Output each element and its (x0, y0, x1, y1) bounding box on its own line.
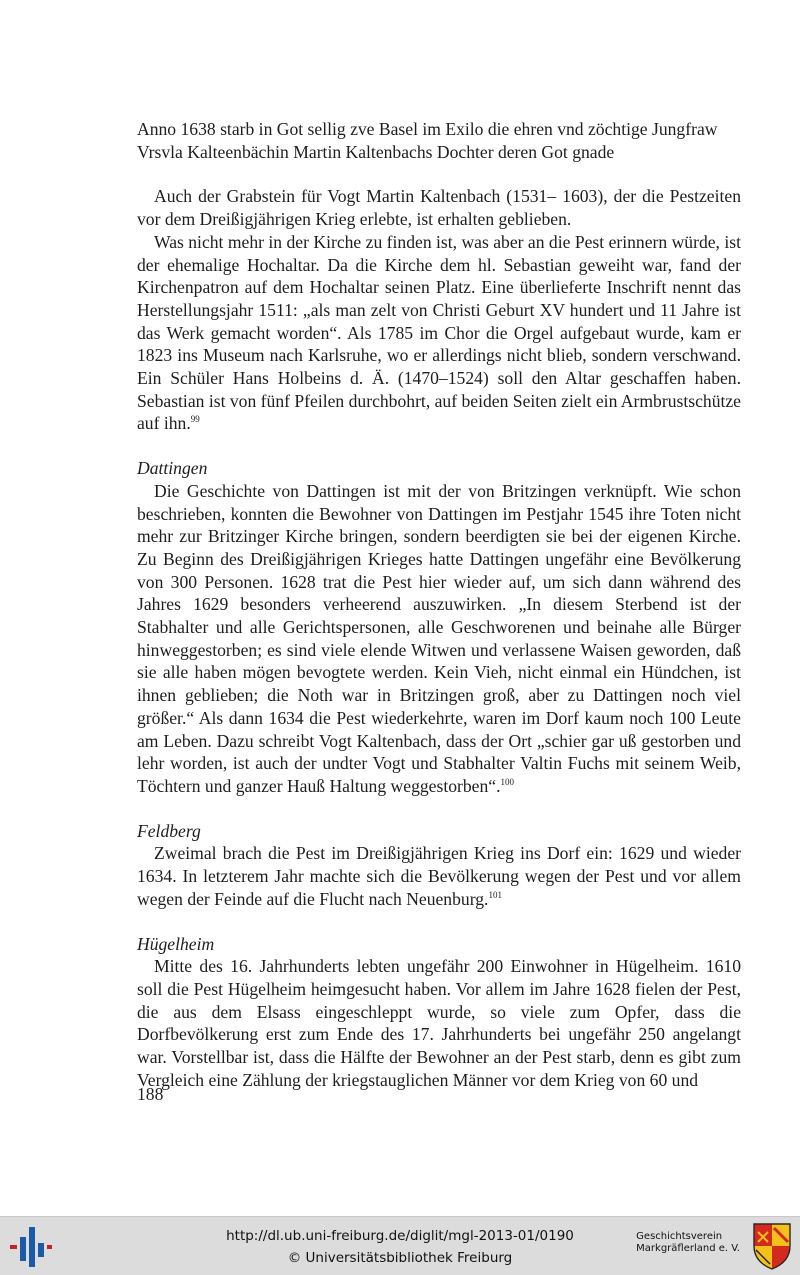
body-text (137, 118, 741, 1091)
society-line-1: Geschichtsverein (636, 1231, 723, 1242)
footnote-ref-100[interactable]: 100 (500, 776, 514, 787)
page-number: 188 (137, 1084, 164, 1104)
heading-huegelheim: Hügelheim (137, 933, 215, 954)
paragraph-feldberg-text: Zweimal brach die Pest im Dreißigjährigen Krieg ins Dorf ein: 1629 und wieder 1634. In letzterem Jahr machte sich die Bevölkerung wegen der Pest und vor allem wegen der Feinde auf die Flucht nach Neuenburg. (137, 843, 741, 909)
heading-feldberg: Feldberg (137, 820, 201, 841)
paragraph-dattingen (137, 480, 741, 798)
paragraph-hochaltar (137, 231, 741, 435)
paragraph-huegelheim: Mitte des 16. Jahrhunderts lebten ungefähr 200 Einwohner in Hügelheim. 1610 soll die Pest Hügelheim heimgesucht haben. Vor allem im Jahre 1628 fielen der Pest, die aus dem Elsass eingeschleppt wurde, so viele zum Opfer, dass die Dorfbevölkerung erst zum Ende des 17. Jahrhunderts bei ungefähr 250 angelangt war. Vorstellbar ist, dass die Hälfte der Bewohner an der Pest starb, denn es gibt zum Vergleich eine Zählung der kriegstauglichen Männer vor dem Krieg von 60 und (137, 956, 741, 1090)
paragraph-dattingen-text: Die Geschichte von Dattingen ist mit der von Britzingen verknüpft. Wie schon beschrieben, konnten die Bewohner von Dattingen im Pestjahr 1545 ihre Toten nicht mehr zur Britzinger Kirche bringen, sondern beerdigten sie bei der eigenen Kirche. Zu Beginn des Dreißigjährigen Krieges hatte Dattingen ungefähr eine Bevölkerung von 300 Personen. 1628 trat die Pest hier wieder auf, um sich dann während des Jahres 1629 besonders verheerend auszuwirken. „In diesem Sterbend ist der Stabhalter und alle Gerichtspersonen, alle Geschworenen und beinahe alle Bürger hinweggestorben; es sind viele elende Witwen und verlassene Waisen geworden, daß sie alle haben mögen bevogtete werden. Kein Vieh, nicht einmal ein Hündchen, ist ihnen geblieben; die Noth war in Britzingen groß, aber zu Dattingen noch viel größer.“ Als dann 1634 die Pest wiederkehrte, waren im Dorf kaum noch 100 Leute am Leben. Dazu schreibt Vogt Kaltenbach, dass der Ort „schier gar uß gestorben und lehr worden, ist auch der undter Vogt und Stabhalter Valtin Fuchs mit seinem Weib, Töchtern und ganzer Hauß Haltung weggestorben“. (137, 480, 741, 796)
coat-of-arms-icon[interactable] (752, 1222, 792, 1270)
society-name (636, 1231, 740, 1255)
permalink-url[interactable]: http://dl.ub.uni-freiburg.de/diglit/mgl-2013-01/0190 (226, 1228, 574, 1244)
footnote-ref-101[interactable]: 101 (488, 889, 502, 900)
paragraph-hochaltar-text: Was nicht mehr in der Kirche zu finden ist, was aber an die Pest erinnern würde, ist der ehemalige Hochaltar. Da die Kirche dem hl. Sebastian geweiht war, fand der Kirchenpatron auf dem Hochaltar seinen Platz. Eine überlieferte Inschrift nennt das Herstellungsjahr 1511: „als man zelt von Christi Geburt XV hundert und 11 Jahre ist das Werk gemacht worden“. Als 1785 im Chor die Orgel aufgebaut wurde, kam er 1823 ins Museum nach Karlsruhe, wo er allerdings nicht blieb, sondern verschwand. Ein Schüler Hans Holbeins d. Ä. (1470–1524) soll den Altar geschaffen haben. Sebastian ist von fünf Pfeilen durchbohrt, auf beiden Seiten zielt ein Armbrustschütze auf ihn. (137, 231, 741, 434)
quote-line-1: Anno 1638 starb in Got sellig zve Basel im Exilo die ehren vnd zöchtige Jungfraw (137, 119, 718, 139)
heading-dattingen: Dattingen (137, 458, 208, 479)
inscription-quote (137, 118, 741, 163)
quote-line-2: Vrsvla Kalteenbächin Martin Kaltenbachs Dochter deren Got gnade (137, 141, 615, 162)
paragraph-feldberg (137, 842, 741, 910)
paragraph-grabstein: Auch der Grabstein für Vogt Martin Kaltenbach (1531– 1603), der die Pestzeiten vor dem Dreißigjährigen Krieg erlebte, ist erhalten geblieben. (137, 186, 741, 230)
copyright-notice: © Universitätsbibliothek Freiburg (287, 1250, 513, 1266)
footnote-ref-99[interactable]: 99 (190, 414, 200, 425)
society-line-2: Markgräflerland e. V. (636, 1243, 740, 1254)
viewer-footer (0, 1216, 800, 1275)
